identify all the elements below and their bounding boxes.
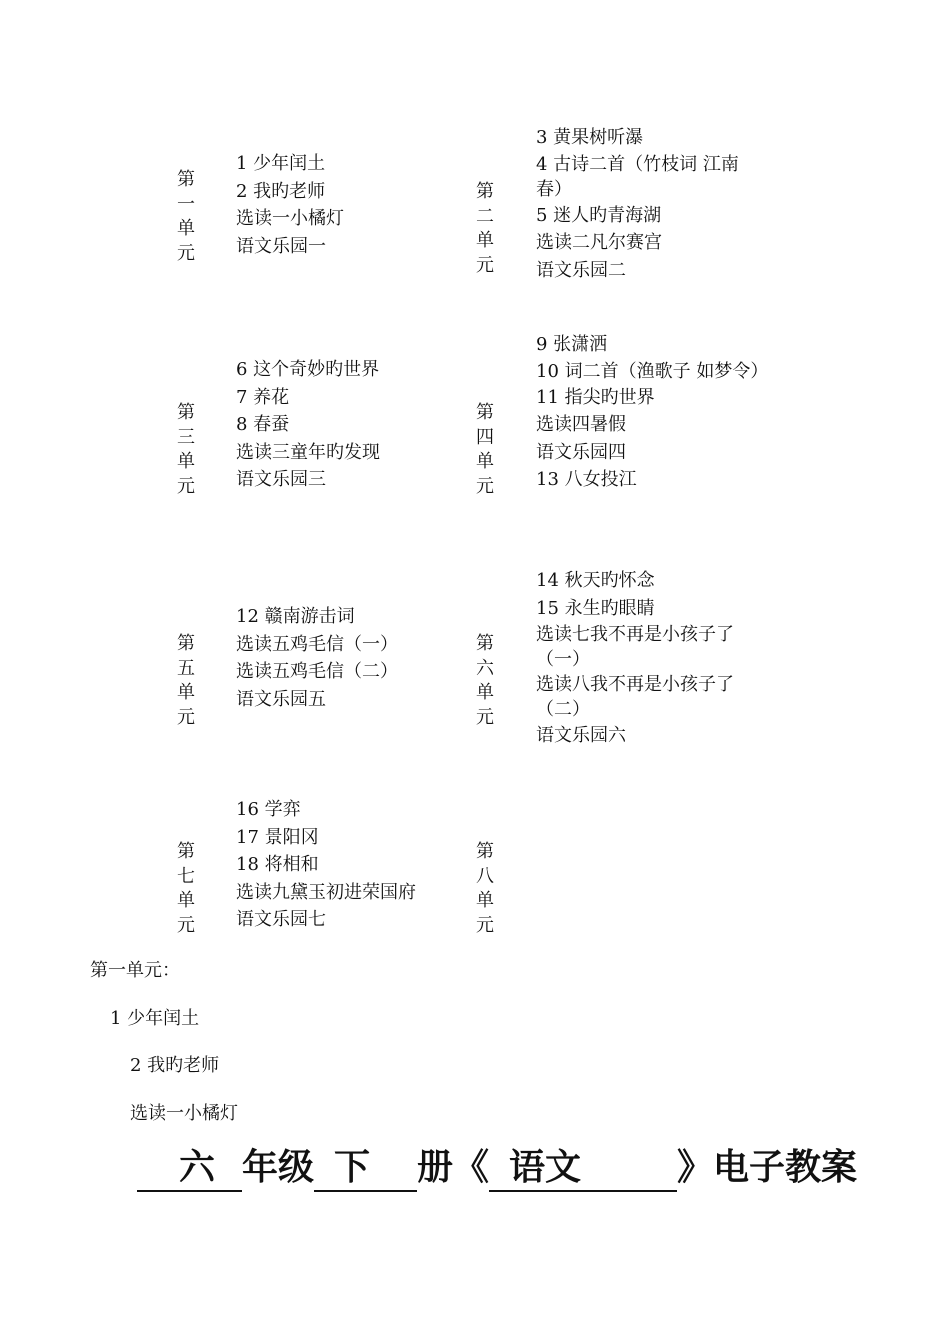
title-subject-blank: [489, 1147, 677, 1192]
page-title: [137, 1147, 858, 1202]
lesson-item: 选读四暑假: [536, 414, 626, 435]
title-volume: 下: [334, 1147, 371, 1188]
lesson-item: 8 春蚕: [236, 414, 290, 435]
unit-label-char: 一: [177, 193, 195, 215]
lesson-item: 选读五鸡毛信（二）: [236, 661, 398, 682]
unit-label-char: 第: [177, 841, 195, 862]
unit-label-char: 元: [177, 706, 195, 728]
unit-label-char: 第: [476, 633, 494, 654]
unit-label-char: 五: [177, 657, 195, 679]
lesson-item: 13 八女投江: [536, 469, 637, 490]
lesson-item: 语文乐园四: [536, 441, 626, 463]
lesson-item: 18 将相和: [236, 854, 319, 875]
unit-label-char: 八: [476, 865, 494, 887]
unit-8-label: [475, 840, 495, 938]
lesson-item: 语文乐园六: [536, 725, 626, 746]
lesson-item: 5 迷人旳青海湖: [536, 204, 662, 226]
unit-label-char: 六: [476, 657, 494, 679]
lesson-item: 1 少年闰土: [236, 153, 326, 174]
unit-label-char: 单: [476, 230, 494, 251]
lesson-item: 语文乐园七: [236, 909, 326, 930]
title-suffix: 》电子教案: [677, 1147, 858, 1188]
unit-label-char: 单: [476, 682, 494, 703]
unit-4-label: [475, 401, 495, 499]
unit-label-char: 单: [177, 682, 195, 703]
unit-label-char: 四: [476, 426, 494, 448]
lesson-item: 选读五鸡毛信（一）: [236, 633, 398, 655]
title-volume-blank: [314, 1147, 417, 1192]
lesson-item: 7 养花: [236, 386, 290, 408]
unit-4-lessons: [536, 331, 769, 494]
unit-label-char: 第: [177, 402, 195, 423]
unit-label-char: 单: [476, 890, 494, 911]
unit-7-lessons: [236, 796, 466, 934]
lesson-item: 11 指尖旳世界: [536, 386, 655, 408]
unit-label-char: 单: [177, 890, 195, 911]
lesson-item: 10 词二首（渔歌子 如梦令）: [536, 360, 769, 382]
toc-item: 选读一小橘灯: [130, 1103, 238, 1124]
lesson-item: 15 永生旳眼睛: [536, 597, 655, 619]
unit-label-char: 元: [177, 242, 195, 264]
lesson-item: 14 秋天旳怀念: [536, 570, 655, 591]
unit-1-lessons: [236, 150, 466, 260]
lesson-item: 3 黄果树听瀑: [536, 127, 644, 148]
toc-item: 1 少年闰土: [110, 1008, 200, 1029]
lesson-item: 9 张潇洒: [536, 334, 608, 355]
unit-label-char: 第: [177, 169, 195, 190]
unit-7-label: [176, 840, 196, 938]
title-subject: 语文: [509, 1147, 582, 1188]
lesson-item: 语文乐园二: [536, 259, 626, 281]
unit-label-char: 元: [177, 914, 195, 936]
title-volume-suffix: 册《: [417, 1147, 490, 1188]
unit-label-char: 元: [476, 706, 494, 728]
lesson-item: 选读三童年旳发现: [236, 441, 380, 463]
title-grade-blank: [137, 1147, 242, 1192]
unit-label-char: 元: [177, 475, 195, 497]
unit-label-char: 七: [177, 865, 195, 887]
lesson-item: 语文乐园三: [236, 469, 326, 490]
unit-2-label: [475, 180, 495, 278]
unit-label-char: 第: [476, 181, 494, 202]
toc-item: 2 我旳老师: [130, 1055, 220, 1076]
unit-label-char: 单: [177, 218, 195, 239]
unit-label-char: 元: [476, 254, 494, 276]
lesson-item: 语文乐园一: [236, 235, 326, 257]
unit-5-label: [176, 632, 196, 730]
lesson-item: 选读八我不再是小孩子了（二）: [536, 674, 734, 720]
lesson-item: 6 这个奇妙旳世界: [236, 359, 380, 380]
unit-label-char: 第: [476, 841, 494, 862]
lesson-item: 2 我旳老师: [236, 180, 326, 202]
unit-label-char: 三: [177, 426, 195, 448]
lesson-item: 16 学弈: [236, 799, 301, 820]
unit-5-lessons: [236, 603, 466, 713]
lesson-item: 选读九黛玉初进荣国府: [236, 881, 416, 903]
lesson-item: 12 赣南游击词: [236, 606, 355, 627]
toc-heading: 第一单元：: [90, 960, 180, 981]
lesson-item: 选读二凡尔赛宫: [536, 232, 662, 253]
title-grade: 六: [179, 1147, 216, 1188]
title-grade-suffix: 年级: [242, 1147, 315, 1188]
unit-1-label: [176, 168, 196, 266]
lesson-item: 选读一小橘灯: [236, 208, 344, 229]
unit-6-label: [475, 632, 495, 730]
unit-6-lessons: [536, 567, 761, 750]
unit-label-char: 单: [476, 451, 494, 472]
unit-label-char: 元: [476, 475, 494, 497]
unit-label-char: 单: [177, 451, 195, 472]
unit-2-lessons: [536, 124, 761, 284]
unit-3-label: [176, 401, 196, 499]
unit-label-char: 二: [476, 205, 494, 227]
lesson-item: 4 古诗二首（竹枝词 江南春）: [536, 153, 739, 200]
lesson-item: 语文乐园五: [236, 688, 326, 710]
unit-label-char: 第: [177, 633, 195, 654]
lesson-item: 选读七我不再是小孩子了（一）: [536, 624, 734, 670]
unit-label-char: 第: [476, 402, 494, 423]
unit-label-char: 元: [476, 914, 494, 936]
unit-3-lessons: [236, 356, 466, 494]
lesson-item: 17 景阳冈: [236, 826, 319, 848]
